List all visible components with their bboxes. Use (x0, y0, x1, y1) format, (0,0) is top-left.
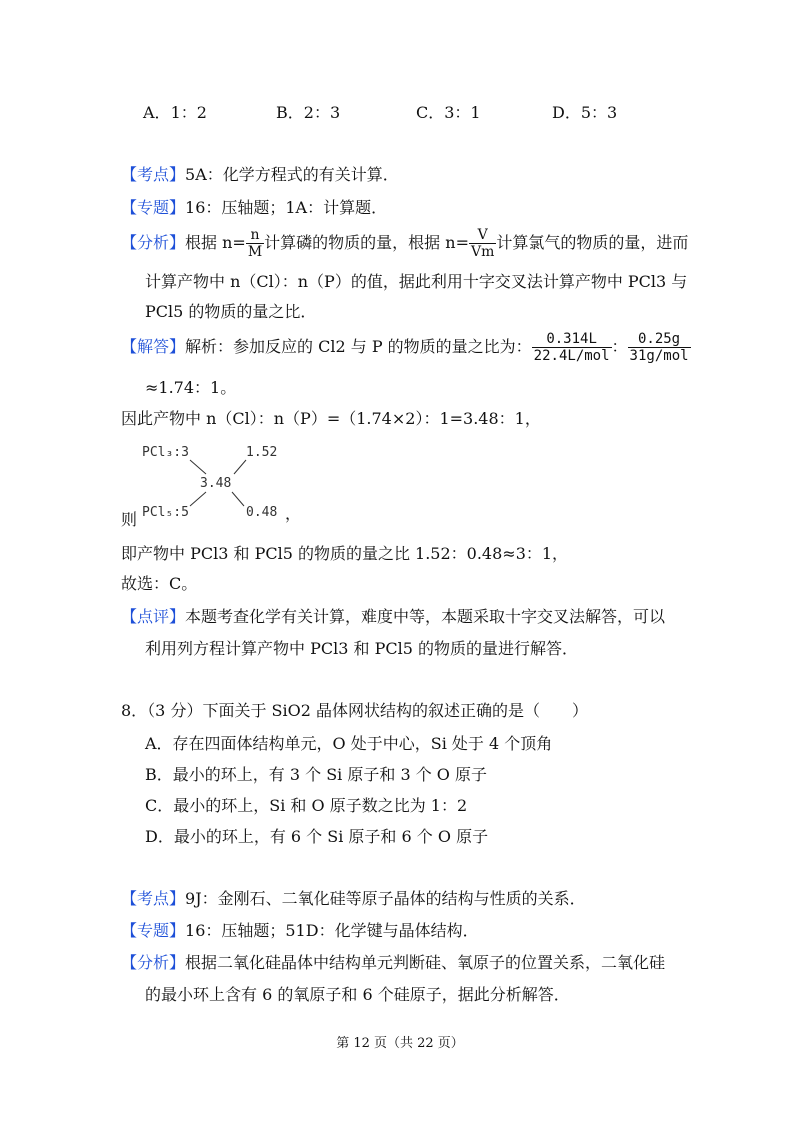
option-value: 3：1 (444, 103, 481, 122)
dianping-text: 本题考查化学有关计算，难度中等，本题采取十字交叉法解答，可以 (185, 607, 666, 626)
q7-zhuanti (121, 200, 387, 216)
option-value: 5：3 (580, 103, 618, 122)
q7-dianping-line2: 利用列方程计算产物中 PCl3 和 PCl5 的物质的量进行解答． (145, 639, 578, 658)
dianping-tag: 【点评】 (121, 607, 186, 626)
diagram-pcl3: PCl₃:3 (142, 445, 189, 460)
fenxi-text-a: 根据 n= (185, 233, 246, 252)
q8-fenxi (121, 955, 665, 971)
diagram-line-bottom-left (190, 492, 206, 506)
zhuanti-text: 16：压轴题；51D：化学键与晶体结构． (185, 921, 479, 940)
fraction-numerator: V (469, 228, 496, 244)
diagram-bottom-right: 0.48 (246, 505, 278, 520)
zhuanti-tag: 【专题】 (121, 198, 186, 217)
fraction-numerator: n (246, 228, 264, 244)
q8-stem: 8．（3 分）下面关于 SiO2 晶体网状结构的叙述正确的是（ ） (121, 701, 588, 720)
fraction-phosphorus (628, 332, 691, 363)
fraction-chlorine (532, 332, 612, 363)
q8-fenxi-line2: 的最小环上含有 6 的氧原子和 6 个硅原子，据此分析解答． (145, 985, 570, 1004)
jieda-tag: 【解答】 (121, 337, 186, 356)
option-value: 2：3 (303, 103, 341, 122)
page-footer: 第 12 页（共 22 页） (336, 1036, 464, 1051)
diagram-line-bottom-right (232, 492, 244, 506)
jieda-text: 解析：参加反应的 Cl2 与 P 的物质的量之比为： (185, 337, 532, 356)
option-q7-c (416, 105, 481, 121)
fenxi-text: 根据二氧化硅晶体中结构单元判断硅、氧原子的位置关系，二氧化硅 (185, 953, 666, 972)
diagram-pcl5: PCl₅:5 (142, 505, 189, 520)
option-q7-b (276, 105, 340, 121)
q8-option-d: D．最小的环上，有 6 个 Si 原子和 6 个 O 原子 (145, 827, 489, 846)
ze-label: 则 (121, 510, 138, 529)
option-letter: D． (552, 103, 581, 122)
zhuanti-text: 16：压轴题；1A：计算题． (185, 198, 388, 217)
q7-fenxi-line2: 计算产物中 n（Cl）：n（P）的值，据此利用十字交叉法计算产物中 PCl3 与 (145, 272, 688, 291)
q7-product-line: 即产物中 PCl3 和 PCl5 的物质的量之比 1.52：0.48≈3：1， (121, 544, 569, 563)
q8-kaodian (121, 891, 586, 907)
fraction-n-over-m (246, 228, 264, 259)
option-q7-a (143, 105, 207, 121)
q7-kaodian (121, 167, 399, 183)
diagram-line-top-left (190, 460, 206, 474)
q7-fenxi-line3: PCl5 的物质的量之比． (145, 302, 317, 321)
ze-comma: ， (285, 504, 302, 523)
q8-option-c: C．最小的环上，Si 和 O 原子数之比为 1：2 (145, 796, 468, 815)
fraction-denominator: 22.4L/mol (533, 348, 610, 364)
q8-zhuanti (121, 923, 479, 939)
q7-dianping (121, 609, 665, 625)
zhuanti-tag: 【专题】 (121, 921, 186, 940)
kaodian-tag: 【考点】 (121, 165, 186, 184)
fraction-denominator: Vm (470, 244, 495, 260)
fraction-numerator: 0.314L (532, 332, 612, 348)
fenxi-text-c: 计算氯气的物质的量，进而 (496, 233, 689, 252)
fraction-denominator: M (247, 244, 263, 260)
kaodian-tag: 【考点】 (121, 889, 186, 908)
q8-option-a: A．存在四面体结构单元，O 处于中心，Si 处于 4 个顶角 (145, 734, 553, 753)
ratio-colon: ： (611, 337, 628, 356)
q7-jieda-line1 (121, 329, 691, 365)
q7-ratio-line: 因此产物中 n（Cl）：n（P）=（1.74×2）：1=3.48：1， (121, 409, 541, 428)
kaodian-text: 5A：化学方程式的有关计算． (185, 165, 399, 184)
fraction-denominator: 31g/mol (629, 348, 689, 364)
option-q7-d (552, 105, 617, 121)
cross-method-diagram (138, 440, 298, 530)
fenxi-tag: 【分析】 (121, 953, 186, 972)
diagram-top-right: 1.52 (246, 445, 278, 460)
option-value: 1：2 (170, 103, 207, 122)
q7-fenxi-line1 (121, 226, 688, 260)
fraction-v-over-vm (469, 228, 496, 259)
kaodian-text: 9J：金刚石、二氧化硅等原子晶体的结构与性质的关系． (185, 889, 586, 908)
option-letter: A． (143, 103, 171, 122)
fenxi-text-b: 计算磷的物质的量，根据 n= (264, 233, 469, 252)
diagram-line-top-right (234, 460, 246, 474)
fraction-numerator: 0.25g (628, 332, 691, 348)
diagram-center: 3.48 (200, 476, 232, 491)
option-letter: C． (416, 103, 445, 122)
q7-jieda-line2: ≈1.74：1。 (145, 378, 237, 397)
q7-answer-line: 故选：C。 (121, 574, 198, 593)
q8-option-b: B．最小的环上，有 3 个 Si 原子和 3 个 O 原子 (145, 765, 488, 784)
option-letter: B． (276, 103, 304, 122)
fenxi-tag: 【分析】 (121, 233, 186, 252)
